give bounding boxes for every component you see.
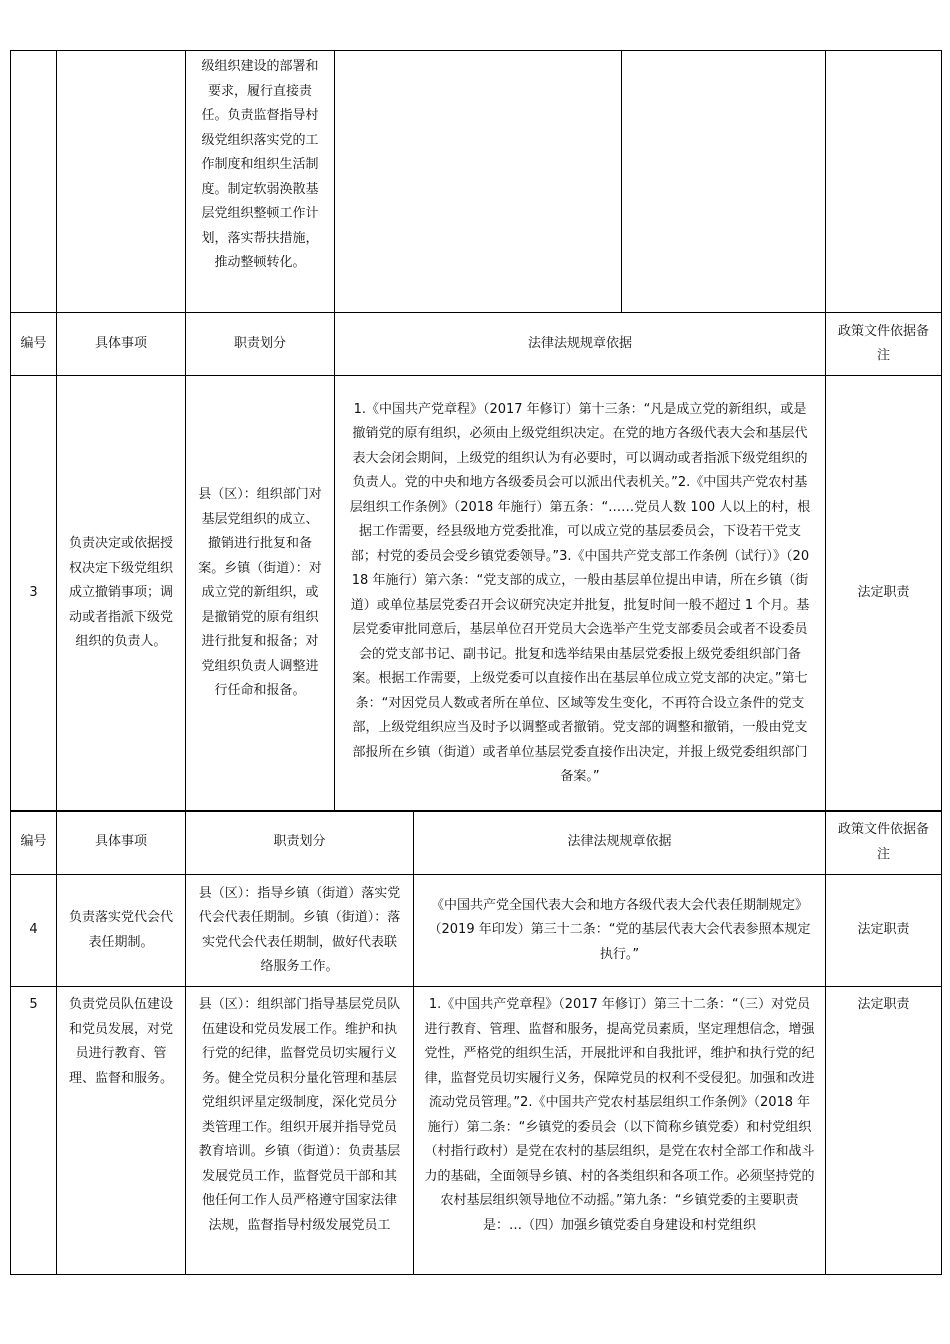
duty-table-bottom	[10, 810, 942, 1275]
row4-item: 负责落实党代会代表任期制。	[57, 875, 186, 987]
table-row-5	[11, 987, 942, 1275]
row4-law: 《中国共产党全国代表大会和地方各级代表大会代表任期制规定》（2019 年印发）第三十二条：“党的基层代表大会代表参照本规定执行。”	[414, 875, 826, 987]
row3-item: 负责决定或依据授权决定下级党组织成立撤销事项；调动或者指派下级党组织的负责人。	[57, 376, 186, 812]
continuation-row	[11, 51, 942, 313]
header-law-2: 法律法规规章依据	[414, 811, 826, 875]
row5-law: 1.《中国共产党章程》（2017 年修订）第三十二条：“（三）对党员进行教育、管理、监督和服务，提高党员素质，坚定理想信念，增强党性，严格党的组织生活，开展批评和自我批评，维护和执行党的纪律，监督党员切实履行义务，保障党员的权利不受侵犯。加强和改进流动党员管理。”2.《中国共产党农村基层组织工作条例》（2018 年施行）第二条：“乡镇党的委员会（以下简称乡镇党委）和村党组织（村指行政村）是党在农村的基层组织，是党在农村全部工作和战斗力的基础，全面领导乡镇、村的各类组织和各项工作。必须坚持党的农村基层组织领导地位不动摇。”第九条：“乡镇党委的主要职责是：…（四）加强乡镇党委自身建设和村党组织	[414, 987, 826, 1275]
cont-law-cell-2	[622, 51, 826, 313]
header-policy-2: 政策文件依据备注	[826, 811, 942, 875]
row3-num: 3	[11, 376, 57, 812]
row4-duty: 县（区）：指导乡镇（街道）落实党代会代表任期制。乡镇（街道）：落实党代会代表任期制，做好代表联络服务工作。	[186, 875, 414, 987]
row5-duty: 县（区）：组织部门指导基层党员队伍建设和党员发展工作。维护和执行党的纪律，监督党员切实履行义务。健全党员积分量化管理和基层党组织评星定级制度，深化党员分类管理工作。组织开展并指导党员教育培训。乡镇（街道）：负责基层发展党员工作，监督党员干部和其他任何工作人员严格遵守国家法律法规，监督指导村级发展党员工	[186, 987, 414, 1275]
row3-duty: 县（区）：组织部门对基层党组织的成立、撤销进行批复和备案。乡镇（街道）：对成立党的新组织，或是撤销党的原有组织进行批复和报备；对党组织负责人调整进行任命和报备。	[186, 376, 335, 812]
cont-item-cell	[57, 51, 186, 313]
header-row	[11, 313, 942, 376]
row4-policy: 法定职责	[826, 875, 942, 987]
header-duty: 职责划分	[186, 313, 335, 376]
header-item-2: 具体事项	[57, 811, 186, 875]
row5-policy: 法定职责	[826, 987, 942, 1275]
row3-law: 1.《中国共产党章程》（2017 年修订）第十三条：“凡是成立党的新组织，或是撤销党的原有组织，必须由上级党组织决定。在党的地方各级代表大会和基层代表大会闭会期间，上级党的组织认为有必要时，可以调动或者指派下级党组织的负责人。党的中央和地方各级委员会可以派出代表机关。”2.《中国共产党农村基层组织工作条例》（2018 年施行）第五条：“……党员人数 100 人以上的村，根据工作需要，经县级地方党委批准，可以成立党的基层委员会，下设若干党支部；村党的委员会受乡镇党委领导。”3.《中国共产党支部工作条例（试行）》（2018 年施行）第六条：“党支部的成立，一般由基层单位提出申请，所在乡镇（街道）或单位基层党委召开会议研究决定并批复，批复时间一般不超过 1 个月。基层党委审批同意后，基层单位召开党员大会选举产生党支部委员会或者不设委员会的党支部书记、副书记。批复和选举结果由基层党委报上级党委组织部门备案。根据工作需要，上级党委可以直接作出在基层单位成立党支部的决定。”第七条：“对因党员人数或者所在单位、区域等发生变化，不再符合设立条件的党支部，上级党组织应当及时予以调整或者撤销。党支部的调整和撤销，一般由党支部报所在乡镇（街道）或者单位基层党委直接作出决定，并报上级党委组织部门备案。”	[335, 376, 826, 812]
header-item: 具体事项	[57, 313, 186, 376]
table-row-4	[11, 875, 942, 987]
header-num-2: 编号	[11, 811, 57, 875]
row5-num: 5	[11, 987, 57, 1275]
cont-num-cell	[11, 51, 57, 313]
duty-table-top	[10, 50, 942, 812]
cont-law-cell	[335, 51, 622, 313]
cont-duty-cell: 级组织建设的部署和要求，履行直接责任。负责监督指导村级党组织落实党的工作制度和组织生活制度。制定软弱涣散基层党组织整顿工作计划，落实帮扶措施，推动整顿转化。	[186, 51, 335, 313]
cont-policy-cell	[826, 51, 942, 313]
header-duty-2: 职责划分	[186, 811, 414, 875]
row4-num: 4	[11, 875, 57, 987]
table-row-3	[11, 376, 942, 812]
row5-item: 负责党员队伍建设和党员发展，对党员进行教育、管理、监督和服务。	[57, 987, 186, 1275]
header-row-2	[11, 811, 942, 875]
header-policy: 政策文件依据备注	[826, 313, 942, 376]
header-num: 编号	[11, 313, 57, 376]
header-law: 法律法规规章依据	[335, 313, 826, 376]
row3-policy: 法定职责	[826, 376, 942, 812]
